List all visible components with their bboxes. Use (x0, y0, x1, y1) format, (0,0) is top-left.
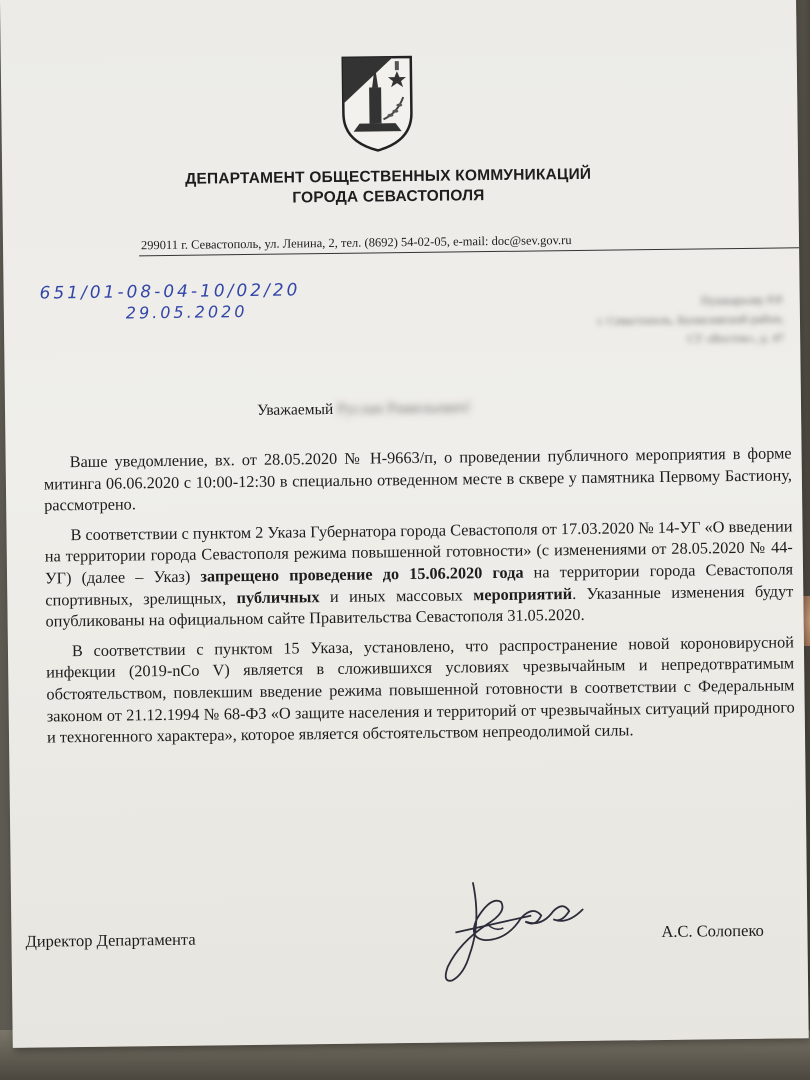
recipient-line3: СТ «Восток», д. 47 (687, 330, 785, 346)
department-address: 299011 г. Севастополь, ул. Ленина, 2, тел. (8692) 54-02-05, e-mail: doc@sev.gov.ru (140, 233, 572, 253)
recipient-line2: г. Севастополь, Балаклавский район, (597, 311, 785, 328)
handwritten-ref-date: 29.05.2020 (125, 302, 248, 323)
p2-text-c: и иных массовых (319, 584, 474, 606)
handwritten-signature-icon (411, 861, 613, 993)
body-paragraph-1: Ваше уведомление, вх. от 28.05.2020 № Н-9663/п, о проведении публичного мероприятия в форме митинга 06.06.2020 с 10:00-12:30 в специально отведенном месте в сквере у памятника Первому Бастиону, рассмотрено. (43, 443, 792, 515)
body-paragraph-2 (44, 515, 793, 632)
sevastopol-coat-of-arms-icon (339, 53, 416, 154)
signer-title: Директор Департамента (25, 929, 196, 951)
salutation (257, 399, 471, 420)
department-title-line1: ДЕПАРТАМЕНТ ОБЩЕСТВЕННЫХ КОММУНИКАЦИЙ (185, 165, 592, 188)
p2-bold-public: публичных (236, 586, 320, 607)
p2-text-a: В соответствии с пунктом 2 Указа Губернатора города Севастополя от 17.03.2020 № 14-УГ «О введении на территории города Севастополя режима повышенной готовности» (с изменениями от 28.05.2020 № 44-УГ) (далее – Указ) (44, 516, 793, 588)
p2-bold-events: мероприятий (473, 583, 573, 604)
handwritten-ref-number: 651/01-08-04-10/02/20 (39, 280, 301, 304)
p2-bold-ban: запрещено проведение до 15.06.2020 года (200, 562, 524, 586)
salutation-greeting: Уважаемый (256, 400, 334, 419)
salutation-name: Руслан Рамильевич! (337, 399, 472, 418)
p2-text-b: на территории города Севастополя спортивных, зрелищных, (45, 559, 794, 610)
signer-name: А.С. Солопеко (661, 920, 764, 941)
p2-text-d: . Указанные изменения будут опубликованы на официальном сайте Правительства Севастополя 31.05.2020. (45, 580, 794, 631)
department-title (148, 164, 628, 210)
department-title-line2: ГОРОДА СЕВАСТОПОЛЯ (292, 187, 485, 207)
body-paragraph-3: В соответствии с пунктом 15 Указа, установлено, что распространение новой короновирусной инфекции (2019-nCo V) является в сложившихся условиях чрезвычайным и непредотвратимым обстоятельством, повлекшим введение режима повышенной готовности в соответствии с Федеральным законом от 21.12.1994 № 68-ФЗ «О защите населения и территорий от чрезвычайных ситуаций природного и техногенного характера», которое является обстоятельством непреодолимой силы. (46, 632, 795, 747)
recipient-line1: Пушкарьову Р.Р. (700, 292, 784, 308)
recipient-block (484, 290, 785, 351)
letter-body (44, 442, 796, 756)
